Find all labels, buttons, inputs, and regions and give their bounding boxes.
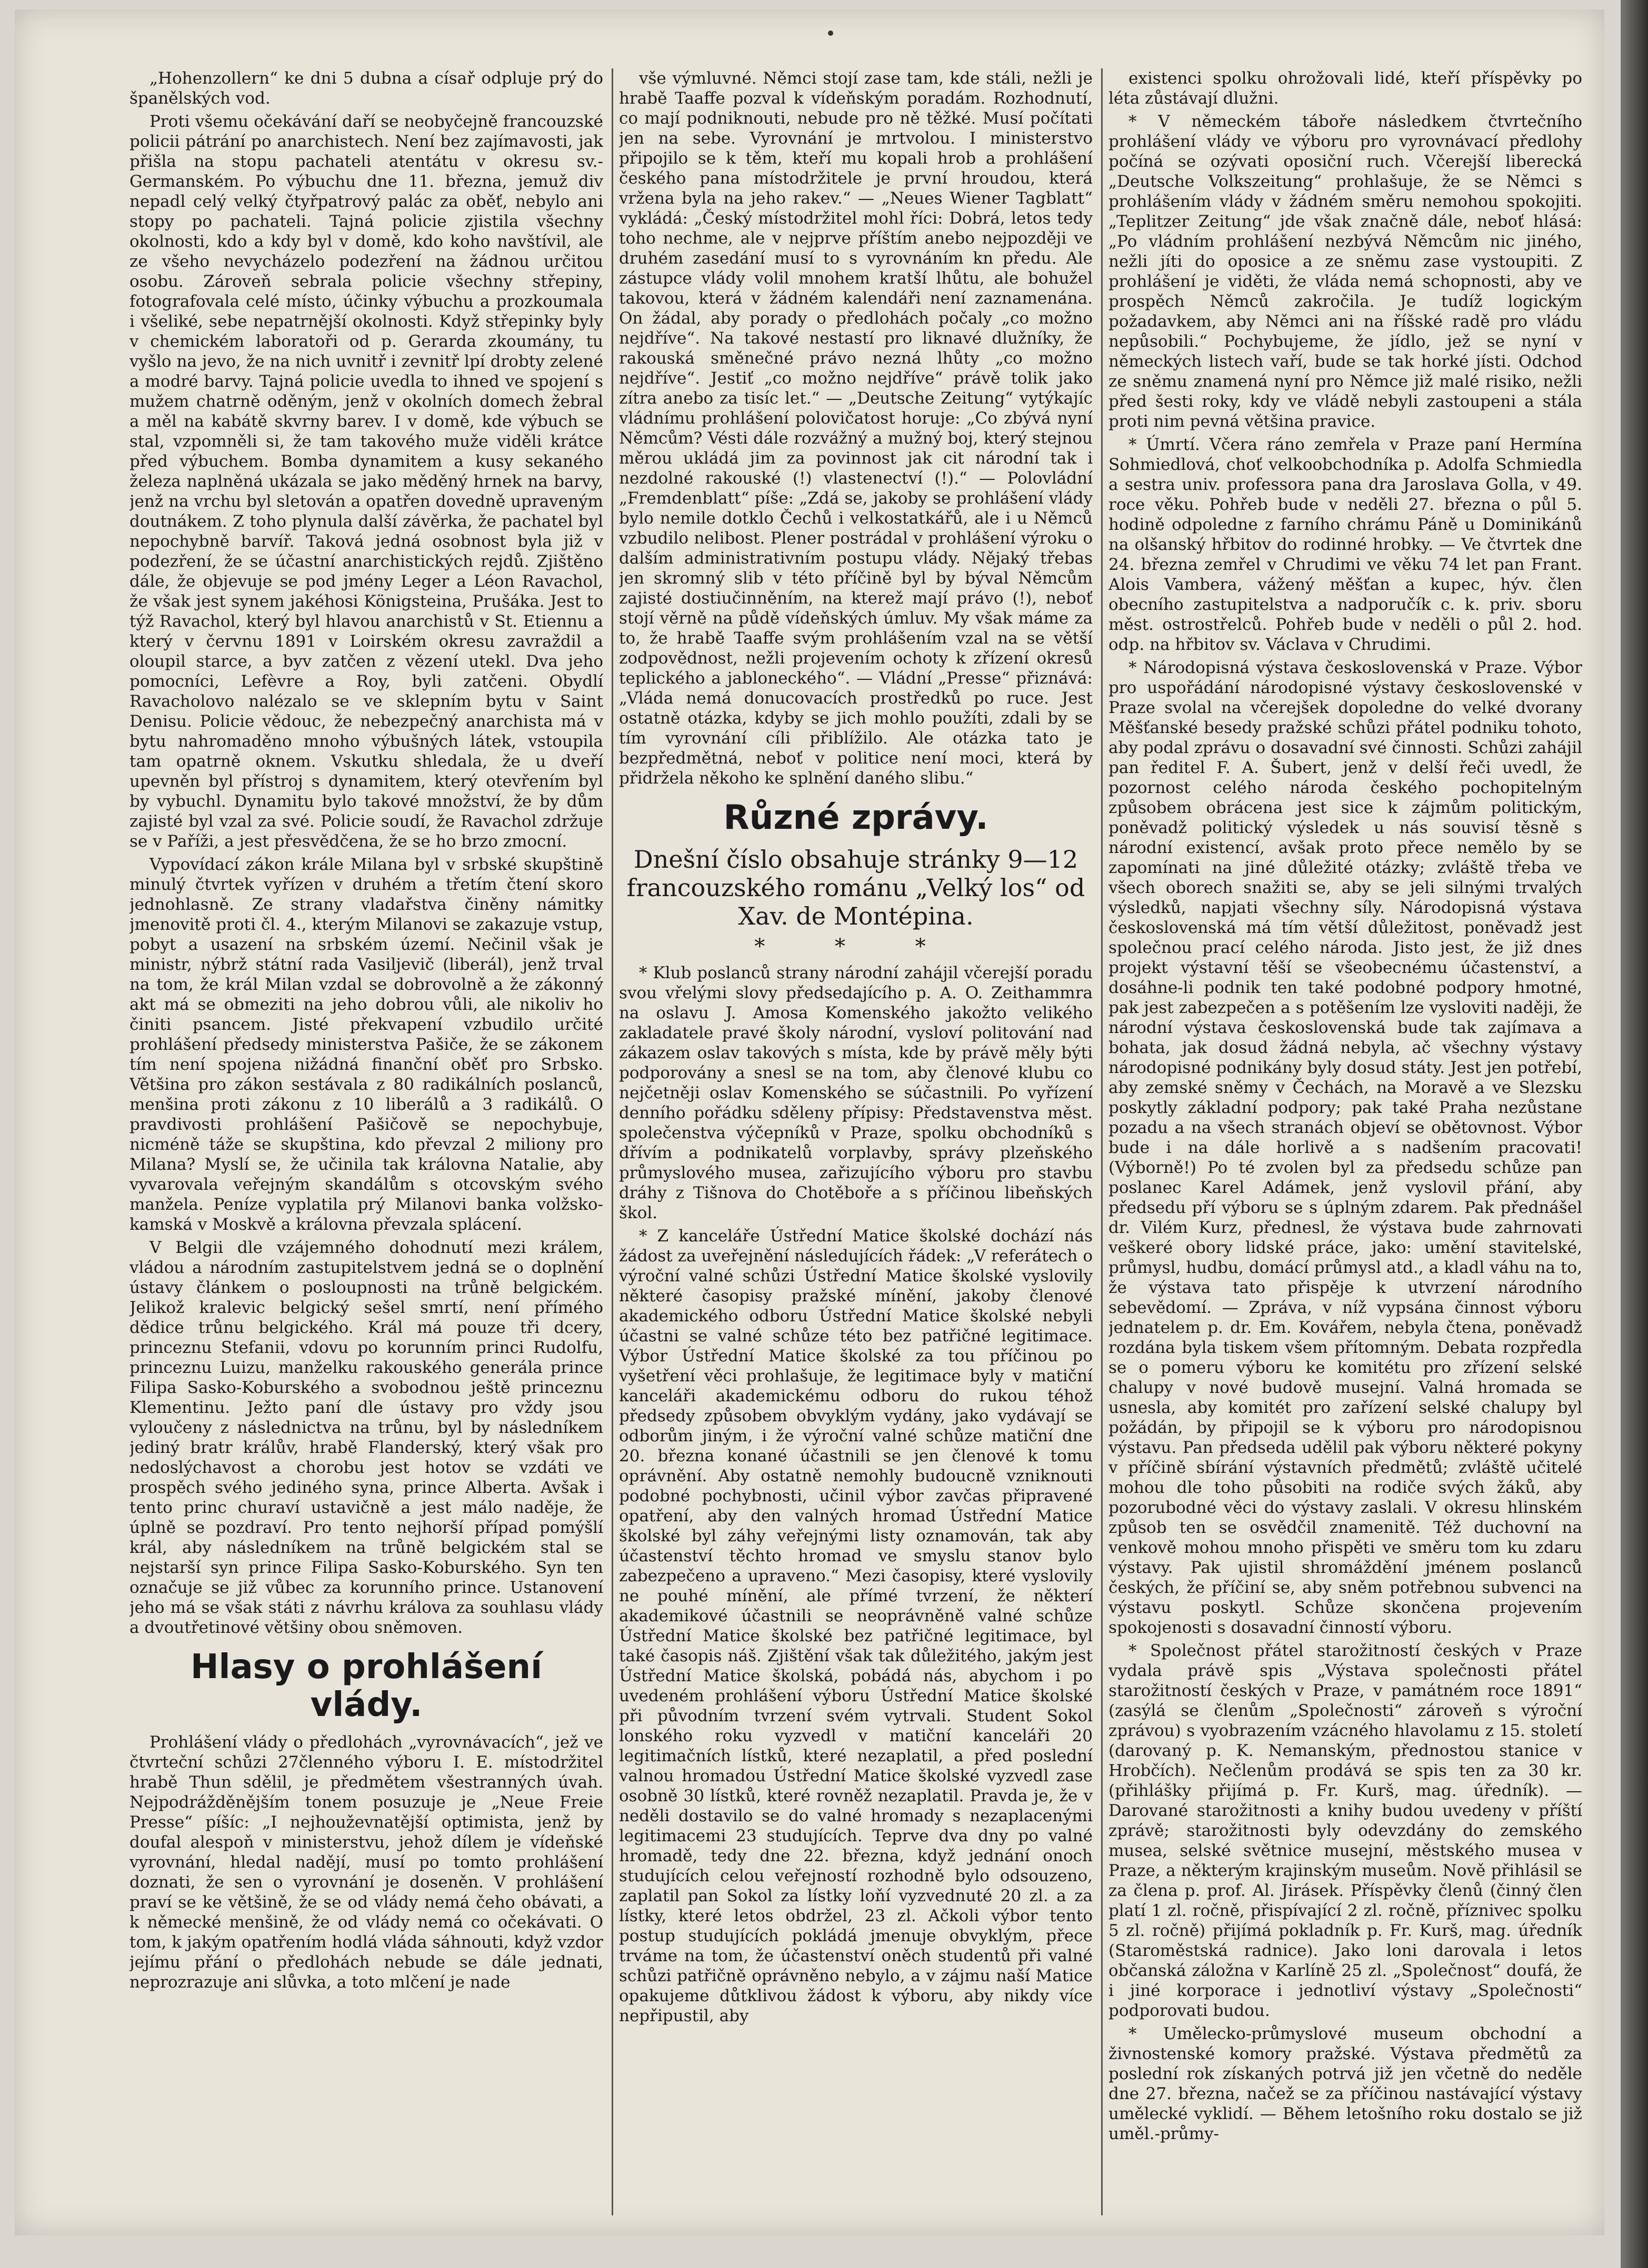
article-paragraph: * Společnost přátel starožitností českých v Praze vydala právě spis „Výstava společnosti přátel starožitností českých v Praze, v památném roce 1891“ (zasýlá se členům „Společnosti“ zároveň s výroční zprávou) s vyobrazením vzácného hlavolamu z 15. století (darovaný p. K. Nemanským, přednostou stanice v Hrobčích). Nečlenům prodává se spis ten za 30 kr. (přihlášky přijímá p. Fr. Kurš, mag. úředník). — Darované starožitnosti a knihy budou uvedeny v příští zprávě; starožitnosti byly odevzdány do zemského musea, selské světnice musejní, městského musea v Praze, a některým krajinským museům. Nově přihlásil se za člena p. prof. Al. Jirásek. Příspěvky členů (činný člen platí 1 zl. ročně, přispívající 2 zl. ročně, příznivec spolku 5 zl. ročně) přijímá pokladník p. Fr. Kurš, mag. úředník (Staroměstská radnice). Jako loni darovala i letos občanská záložna v Karlíně 25 zl. „Společnost“ doufá, že i jiné korporace i jednotliví výstavy „Společnosti“ podporovati budou. bbox=[1108, 1641, 1582, 2020]
section-heading: Hlasy o prohlášení vlády. bbox=[190, 1648, 543, 1724]
article-paragraph: Vypovídací zákon krále Milana byl v srbské skupštině minulý čtvrtek vyřízen v druhém a třetím čtení skoro jednohlasně. Ze strany vladařstva činěny námitky jmenovitě proti čl. 4., kterým Milanovi se zakazuje vstup, pobyt a usazení na srbském území. Nečinil však je ministr, nýbrž státní rada Vasiljevič (liberál), jenž trval na tom, že král Milan vzdal se dobrovolně a že zákonný akt má se obmeziti na jeho dobrou vůli, ale nikoliv ho činiti psancem. Jisté překvapení vzbudilo určité prohlášení předsedy ministerstva Pašiče, že se zákonem tím není spojena nižádná finanční oběť pro Srbsko. Většina pro zákon sestávala z 80 radikálních poslanců, menšina proti zákonu z 10 liberálů a 3 radikálů. O pravdivosti prohlášení Pašičově se nepochybuje, nicméně táže se skupština, kdo převzal 2 miliony pro Milana? Myslí se, že učinila tak královna Natalie, aby vyvarovala veřejným skandálům s otcovským svého manžela. Peníze vyplatila prý Milanovi banka volžsko-kamská v Moskvě a královna převzala splácení. bbox=[129, 855, 603, 1234]
column-2 bbox=[619, 68, 1093, 2215]
section-heading: Různé zprávy. bbox=[723, 798, 988, 837]
print-mark bbox=[828, 31, 833, 36]
article-paragraph: * Z kanceláře Ústřední Matice školské dochází nás žádost za uveřejnění následujících řádek: „V referátech o výroční valné schůzi Ústřední Matice školské vyslovily některé časopisy pražské mínění, jakoby členové akademického odboru Ústřední Matice školské nebyli účastni se valné schůze této bez patřičné legitimace. Výbor Ústřední Matice školské za tou příčinou po vyšetření věci prohlašuje, že legitimace byly v matiční kanceláři akademickému odboru do rukou téhož předsedy způsobem obvyklým vydány, jako vydávají se odborům jiným, i že výroční valné schůze matiční dne 20. března konané účastnili se jen členové k tomu oprávnění. Aby ostatně nemohly budoucně vzniknouti podobné pochybnosti, učinil výbor zavčas připravené opatření, aby den valných hromad Ústřední Matice školské byl záhy veřejnými listy oznamován, tak aby účastenství těchto hromad ve smyslu stanov bylo zabezpečeno a upraveno.“ Mezi časopisy, které vyslovily ne pouhé mínění, ale přímé tvrzení, že některí akademikové účastnili se neoprávněně valné schůze Ústřední Matice školské bez patřičné legitimace, byl také časopis náš. Zjištění však tak důležitého, jakým jest Ústřední Matice školská, pobádá nás, abychom i po uvedeném prohlášení výboru Ústřední Matice školské při původním tvrzení svém vytrvali. Student Sokol lonského roku vyzvedl v matiční kanceláři 20 legitimačních lístků, které nezaplatil, a před poslední valnou hromadou Ústřední Matice školské vyzvedl zase osobně 30 lístků, které rovněž nezaplatil. Pravda je, že v neděli dostavilo se do valné hromady s nezaplacenými legitimacemi 23 studujících. Teprve dva dny po valné hromadě, tedy dne 22. března, když jednání onoch studujících celou veřejností rozhodně bylo odsouzeno, zaplatil pan Sokol za lístky loňí vyzvednuté 20 zl. a za lístky, které letos obdržel, 23 zl. Ačkoli výbor tento postup studujících pokládá jmenuje obvyklým, přece trváme na tom, že účastenství oněch studentů při valné schůzi patřičně oprávněno nebylo, a v zájmu naší Matice opakujeme důtklivou žádost k výboru, aby nikdy více nepřipustil, aby bbox=[619, 1227, 1093, 2025]
article-paragraph: V Belgii dle vzájemného dohodnutí mezi králem, vládou a národním zastupitelstvem jedná se o doplnění ústavy článkem o posloupnosti na trůně belgickém. Jelikož kralevic belgický sešel smrtí, není přímého dědice trůnu belgického. Král má pouze tři dcery, princeznu Stefanii, vdovu po korunním princi Rudolfu, princeznu Luizu, manželku rakouského generála prince Filipa Sasko-Koburského a svobodnou ještě princeznu Klementinu. Ježto paní dle ústavy pro vždy jsou vyloučeny z následnictva na trůnu, byl by následníkem jediný bratr králův, hrabě Flanderský, který však pro nedoslýchavost a chorobu jest hotov se vzdáti ve prospěch svého jediného syna, prince Alberta. Avšak i tento princ churaví ustavičně a jest málo naděje, že úplně se pozdraví. Pro tento nejhorší případ pomýšlí král, aby následníkem na trůně belgickém stal se nejstarší syn prince Filipa Sasko-Koburského. Syn ten označuje se již vůbec za korunního prince. Ustanovení jeho má se však státi z návrhu králova za souhlasu vlády a dvoutřetinové většiny obou sněmoven. bbox=[129, 1238, 603, 1637]
article-paragraph: * Umělecko-průmyslové museum obchodní a živnostenské komory pražské. Výstava předmětů za poslední rok získaných potrvá již jen včetně do neděle dne 27. března, načež se za příčinou nastávající výstavy umělecké vyklidí. — Během letošního roku dostalo se již uměl.-průmy- bbox=[1108, 2024, 1582, 2143]
column-1 bbox=[129, 68, 603, 2215]
article-paragraph: vše výmluvné. Němci stojí zase tam, kde stáli, nežli je hrabě Taaffe pozval k vídeňským poradám. Rozhodnutí, co mají podniknouti, nebude pro ně těžké. Musí počítati jen na sebe. Vyrovnání je mrtvolou. I ministerstvo připojilo se k těm, kteří mu kopali hrob a prohlášení českého pana místodržitele je první hroudou, která vržena byla na jeho rakev.“ — „Neues Wiener Tagblatt“ vykládá: „Český místodržitel mohl říci: Dobrá, letos tedy toho nechme, ale v nejprve příštím anebo nejpozději ve druhém zasedání musí to s vyrovnáním kn předu. Ale zástupce vlády volil mnohem kratší lhůtu, ale bohužel takovou, která v žádném kalendáři není zaznamenána. On žádal, aby porady o předlohách počaly „co možno nejdříve“. Na takové nestastí pro liknavé dlužníky, že rakouská směnečné právo nezná lhůty „co možno nejdříve“. Jestiť „co možno nejdříve“ právě tolik jako zítra anebo za tisíc let.“ — „Deutsche Zeitung“ vytýkajíc vládnímu prohlášení polovičatost horuje: „Co zbývá nyní Němcům? Vésti dále rozvážný a mužný boj, který stejnou měrou ukládá jim za povinnost jak cit národní tak i nezdolné rakouské (!) vlastenectví (!).“ — Polovládní „Fremdenblatt“ píše: „Zdá se, jakoby se prohlášení vlády bylo nemile dotklo Čechů i velkostatkářů, ale i u Němců vzbudilo nelibost. Plener postrádal v prohlášení výroku o dalším administrativním postupu vlády. Nějaký třebas jen skromný slib v této příčině byl by býval Němcům zajisté dostiučinněním, na kterež mají právo (!), neboť stojí věrně na půdě vídeňských úmluv. My však máme za to, že hrabě Taaffe svým prohlášením vzal na se větší zodpovědnost, nežli projevením ochoty k zřízení okresů teplického a jabloneckého“. — Vládní „Presse“ přiznává: „Vláda nemá donucovacích prostředků po ruce. Jest ostatně otázka, kdyby se jich mohlo použíti, zdali by se tím vyrovnání cíli přiblížilo. Ale otázka tato je bezpředmětná, neboť v politice není moci, která by přidržela někoho ke splnění daného slibu.“ bbox=[619, 69, 1093, 788]
column-divider bbox=[612, 68, 613, 2215]
article-paragraph: „Hohenzollern“ ke dni 5 dubna a císař odpluje prý do španělských vod. bbox=[129, 69, 603, 108]
newspaper-page bbox=[15, 9, 1604, 2235]
scan-edge bbox=[1621, 0, 1648, 2268]
article-paragraph: * Úmrtí. Včera ráno zemřela v Praze paní Hermína Sohmiedlová, choť velkoobchodníka p. Adolfa Schmiedla a sestra univ. professora pana dra Jaroslava Golla, v 49. roce věku. Pohřeb bude v neděli 27. března o půl 5. hodině odpoledne z farního chrámu Páně u Dominikánů na olšanský hřbitov do rodinné hrobky. — Ve čtvrtek dne 24. března zemřel v Chrudimi ve věku 74 let pan Frant. Alois Vambera, vážený měšťan a kupec, hýv. člen obecního zastupitelstva a nadporučík c. k. priv. sboru měst. ostrostřelců. Pohřeb bude v neděli o půl 2. hod. odp. na hřbitov sv. Václava v Chrudimi. bbox=[1108, 435, 1582, 654]
separator-stars: * * * bbox=[754, 935, 957, 959]
article-paragraph: * V německém táboře následkem čtvrtečního prohlášení vlády ve výboru pro vyrovnávací předlohy počíná se ozývati oposiční ruch. Včerejší liberecká „Deutsche Volkszeitung“ prohlašuje, že se Němci s prohlášením vlády v žádném směru nemohou spokojiti. „Teplitzer Zeitung“ jde však značně dále, neboť hlásá: „Po vládním prohlášení nezbývá Němcům nic jiného, nežli jíti do oposice a ze sněmu zase vystoupiti. Z prohlášení je viděti, že vláda nemá schopnosti, aby ve prospěch Němců zakročila. Je tudíž logickým požadavkem, aby Němci ani na říšské radě pro vládu nepůsobili.“ Pochybujeme, že jídlo, jež se nyní v německých listech vaří, bude se tak horké jísti. Odchod ze sněmu znamená nyní pro Němce již malé risiko, nežli před šesti roky, kdy ve vládě nebyli zastoupeni a stála proti nim pevná většina pravice. bbox=[1108, 112, 1582, 431]
supplement-notice: Dnešní číslo obsahuje stránky 9—12 francouzského románu „Velký los“ od Xav. de Montépina. bbox=[626, 845, 1085, 930]
article-paragraph: * Národopisná výstava československá v Praze. Výbor pro uspořádání národopisné výstavy československé v Praze svolal na včerejšek dopoledne do velké dvorany Měšťanské besedy pražské schůzi přátel podniku tohoto, aby podal zprávu o dosavadní své činnosti. Schůzi zahájil pan ředitel F. A. Šubert, jenž v delší řeči uvedl, že pozornost celého národa českého pochopitelným způsobem obrácena jest sice k zájmům politickým, poněvadž politický výsledek u nás souvisí těsně s národní existencí, avšak proto přece nemělo by se zapomínati na jiné důležité otázky; zvláště třeba ve všech oborech snažiti se, aby se jeli silnými trvalých výsledků, napjati všechny síly. Národopisná výstava československá má tím větší důležitost, poněvadž jest společnou prací celého národa. Jisto jest, že již dnes projekt výstavní těší se všeobecnému účastenství, a dosáhne-li podnik ten také podobné podpory hmotné, pak jest zabezpečen a s potěšením lze vysloviti naději, že národní výstava československá bude tak zajímava a bohata, jak dosud žádná nebyla, ač všechny výstavy národopisné podnikány byly dosud státy. Jest jen potřebí, aby zemské sněmy v Čechách, na Moravě a ve Slezsku poskytly základní podpory; pak také Praha nezůstane pozadu a na všech stranách objeví se obětovnost. Výbor bude i na dále horlivě a s nadšením pracovati! (Výborně!) Po té zvolen byl za předsedu schůze pan poslanec Karel Adámek, jenž vyslovil přání, aby předsedu pří výboru se s úplným zdarem. Pak přednášel dr. Vilém Kurz, přednesl, že výstava bude zahrnovati veškeré obory lidské práce, jako: umění stavitelské, průmysl, hudbu, domácí průmysl atd., a kladl váhu na to, že výstava tato přispěje k utvrzení národního sebevědomí. — Zpráva, v níž vypsána činnost výboru jednatelem p. dr. Em. Kovářem, nebyla čtena, poněvadž rozdána byla tiskem všem přítomným. Debata rozpředla se o pomeru výboru ke komitétu pro zřízení selské chalupy v nové budově musejní. Valná hromada se usnesla, aby komitét pro zařízení selské chalupy byl požádán, by připojil se k výboru pro národopisnou výstavu. Pan předseda udělil pak výboru některé pokyny v příčině sbírání výstavních předmětů; zvláště učitelé mohou dle toho působiti na rodiče svých žáků, aby pozorubodné věci do výstavy zaslali. V okresu hlinském způsob ten se osvědčil znamenitě. Též duchovní na venkově mohou mnoho přispěti ve směru tom ku zdaru výstavy. Pak ujistil shromáždění jménem poslanců českých, že příčiní se, aby sněm potřebnou subvenci na výstavu poskytl. Schůze skončena projevením spokojenosti s dosavadní činností výboru. bbox=[1108, 658, 1582, 1637]
article-paragraph: * Klub poslanců strany národní zahájil včerejší poradu svou vřelými slovy předsedajícího p. A. O. Zeithammra na oslavu J. Amosa Komenského jakožto velikého zakladatele pravé školy národní, vysloví politování nad zákazem oslav takových s místa, kde by právě měly býti podporovány a snesl se na tom, aby členové klubu co nejčetněji oslav Komenského se súčastnili. Po vyřízení denního pořádku sděleny přípisy: Představenstva měst. společenstva výčepníků v Praze, spolku obchodníků s dřívím a podnikatelů vorplavby, správy plzeňského průmyslového musea, zařizujícího výboru pro stavbu dráhy z Tišnova do Chotěboře a s příčinou libeňských škol. bbox=[619, 964, 1093, 1222]
column-divider bbox=[1101, 68, 1103, 2215]
article-paragraph: Proti všemu očekávání daří se neobyčejně francouzské policii pátrání po anarchistech. Není bez zajímavosti, jak přišla na stopu pachateli atentátu v okresu sv.-Germanském. Po výbuchu dne 11. března, jemuž div nepadl celý velký čtyřpatrový palác za oběť, nebylo ani stopy po pachateli. Tajná policie zjistila všechny okolnosti, kdo a kdy byl v domě, kdo koho navštívil, ale ze všeho nevycházelo podezření na žádnou určitou osobu. Zároveň sebrala policie všechny střepiny, fotografovala celé místo, účinky výbuchu a prozkoumala i všeliké, sebe nepatrnější okolnosti. Když střepinky byly v chemickém laboratoři od p. Gerarda zkoumány, tu vyšlo na jevo, že na nich uvnitř i zevnitř lpí drobty zelené a modré barvy. Tajná policie uvedla to ihned ve spojení s mužem chatrně oděným, jenž v okolních domech žebral a měl na kabátě skvrny barev. I v domě, kde výbuch se stal, vzpomněli si, že tam takového muže viděli krátce před výbuchem. Bomba dynamitem a kusy sekaného železa naplněná ukázala se jako měděný hrnek na barvy, jenž na vrchu byl sletován a opatřen dovedně upraveným doutnákem. Z toho plynula další závěrka, že pachatel byl nepochybně barvíř. Taková jedná osobnost byla již v podezření, že se účastní anarchistických rejdů. Zjištěno dále, že objevuje se pod jmény Leger a Léon Ravachol, že však jest synem jakéhosi Königsteina, Prušáka. Jest to týž Ravachol, který byl hlavou anarchistů v St. Etiennu a který v červnu 1891 v Loirském okresu zavraždil a oloupil starce, a byv zatčen z vězení utekl. Dva jeho pomocníci, Lefèvre a Roy, byli zatčeni. Obydlí Ravacholovo nalézalo se ve sklepním bytu v Saint Denisu. Policie vědouc, že nebezpečný anarchista má v bytu nahromaděno mnoho výbušných látek, vstoupila tam opatrně oknem. Vskutku shledala, že u dveří upevněn byl přístroj s dynamitem, který otevřením byl by vybuchl. Dynamitu bylo takové množství, že by dům zajisté byl vzal za své. Policie soudí, že Ravachol zdržuje se v Paříži, a jest přesvědčena, že se ho brzo zmocní. bbox=[129, 112, 603, 851]
article-paragraph: Prohlášení vlády o předlohách „vyrovnávacích“, jež ve čtvrteční schůzi 27členného výboru I. E. místodržitel hrabě Thun sdělil, je předmětem všestranných úvah. Nejpodrážděnějším tonem posuzuje je „Neue Freie Presse“ píšíc: „I nejhouževnatější optimista, jenž by doufal alespoň v ministerstvu, jehož dílem je vídeňské vyrovnání, hledal nadějí, musí po tomto prohlášení doznati, že sen o vyrovnání je doseněn. V prohlášení praví se ke většině, že se od vlády nemá čeho obávati, a k německé menšině, že od vlády nemá co očekávati. O tom, k jakým opatřením hodlá vláda sáhnouti, když vzdor jejímu přání o předlohách nebude se dále jednati, neprozrazuje ani slůvka, a toto mlčení je nade bbox=[129, 1733, 603, 1992]
column-3 bbox=[1108, 68, 1582, 2215]
article-paragraph: existenci spolku ohrožovali lidé, kteří příspěvky po léta zůstávají dlužni. bbox=[1108, 69, 1582, 108]
